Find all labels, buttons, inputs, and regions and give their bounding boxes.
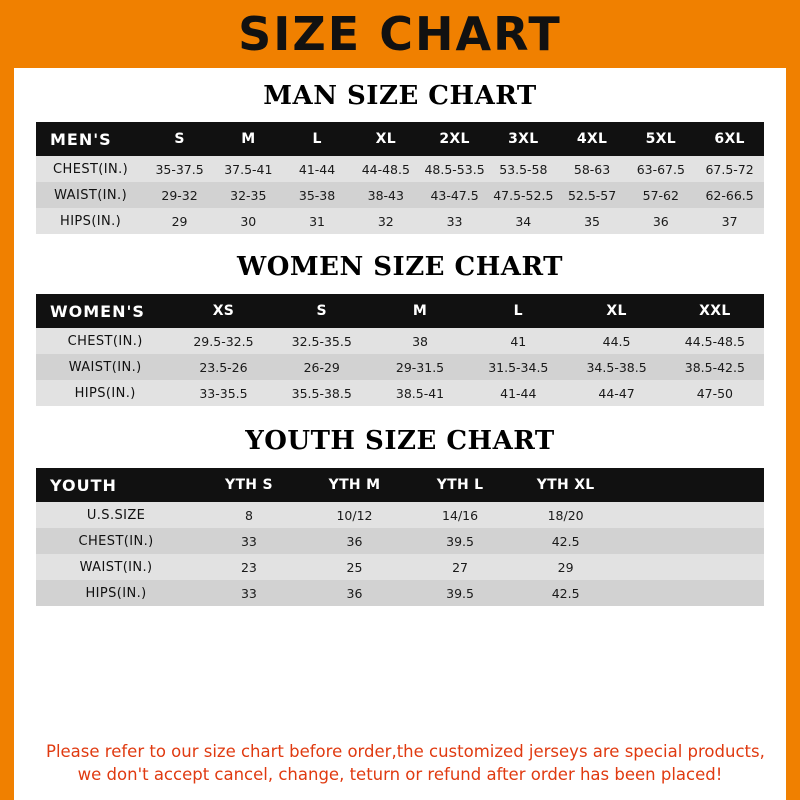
column-header: 5XL [626,122,695,156]
youth-size-table [36,468,764,606]
table-row [36,554,764,580]
women-table-body [36,328,764,406]
table-cell: 63-67.5 [636,161,685,177]
table-cell-spacer [618,502,764,528]
table-cell: 36 [346,533,363,549]
table-cell: 31 [309,213,326,229]
chart-content [14,68,786,800]
column-header: YTH L [407,468,513,502]
women-size-table [36,294,764,406]
footer-note [36,731,764,800]
table-cell: 8 [244,507,253,523]
table-cell: 29 [171,213,188,229]
table-cell: 52.5-57 [567,187,617,203]
table-cell: 29-31.5 [395,359,445,375]
youth-table-body [36,502,764,606]
table-cell: 33 [240,533,257,549]
table-cell: 42.5 [551,533,580,549]
column-header: L [283,122,352,156]
table-cell: 37 [721,213,738,229]
row-label: CHEST(IN.) [67,333,143,349]
table-cell: 39.5 [446,585,474,601]
column-header: XL [351,122,420,156]
table-cell: 33 [446,213,463,229]
section-title-man: MAN SIZE CHART [263,81,537,111]
table-cell: 31.5-34.5 [488,359,549,375]
row-label: WAIST(IN.) [54,187,128,203]
table-row [36,156,764,182]
table-cell: 44.5-48.5 [684,333,745,349]
page-title: SIZE CHART [238,7,562,61]
table-cell: 29-32 [161,187,198,203]
table-cell: 44-47 [598,385,635,401]
table-cell: 34.5-38.5 [586,359,647,375]
table-cell: 58-63 [573,161,611,177]
table-cell: 36 [346,585,363,601]
row-label: WAIST(IN.) [68,359,142,375]
table-row [36,328,764,354]
table-cell: 29.5-32.5 [193,333,254,349]
column-header: 4XL [558,122,627,156]
table-row [36,380,764,406]
table-cell: 35-37.5 [155,161,204,177]
column-header: L [469,294,567,328]
table-cell: 62-66.5 [705,187,754,203]
table-cell: 57-62 [642,187,679,203]
table-cell-spacer [618,580,764,606]
column-header: XXL [666,294,764,328]
table-cell: 47-50 [696,385,734,401]
table-cell: 18/20 [547,507,584,523]
table-cell: 67.5-72 [705,161,754,177]
table-cell: 32.5-35.5 [291,333,352,349]
table-cell: 44.5 [602,333,631,349]
men-table-head [36,122,764,156]
table-cell-spacer [618,528,764,554]
table-cell: 23 [240,559,257,575]
column-header: M [371,294,469,328]
column-header: 6XL [695,122,764,156]
men-size-table [36,122,764,234]
row-label: HIPS(IN.) [74,385,136,401]
table-header-row [36,468,764,502]
table-row [36,502,764,528]
page-banner [14,0,786,68]
table-cell: 32 [377,213,394,229]
table-cell: 14/16 [442,507,479,523]
footer-note-line-2: we don't accept cancel, change, teturn or refund after order has been placed! [77,764,723,784]
table-cell: 26-29 [303,359,340,375]
table-cell: 53.5-58 [499,161,548,177]
table-cell: 38 [412,333,428,349]
table-cell: 34 [515,213,532,229]
table-cell: 33 [240,585,257,601]
table-cell: 23.5-26 [199,359,248,375]
column-header: YTH XL [513,468,619,502]
table-cell: 25 [346,559,363,575]
table-cell: 41-44 [298,161,336,177]
table-header-row [36,294,764,328]
table-row [36,580,764,606]
column-header: XL [567,294,665,328]
table-cell: 37.5-41 [224,161,273,177]
column-header: YTH S [196,468,302,502]
column-header: XS [174,294,272,328]
column-header: 3XL [489,122,558,156]
section-title-women: WOMEN SIZE CHART [237,252,563,282]
row-label: HIPS(IN.) [60,213,122,229]
column-header: 2XL [420,122,489,156]
women-row-header-label: WOMEN'S [36,294,174,328]
row-label: WAIST(IN.) [79,559,153,575]
table-cell: 38.5-41 [395,385,445,401]
table-cell: 44-48.5 [361,161,410,177]
footer-note-line-1: Please refer to our size chart before order,the customized jerseys are special products, [46,742,765,762]
youth-table-head [36,468,764,502]
youth-row-header-label: YOUTH [36,468,196,502]
column-header: M [214,122,283,156]
men-row-header-label: MEN'S [36,122,145,156]
table-cell: 35.5-38.5 [291,385,352,401]
table-row [36,354,764,380]
table-row [36,182,764,208]
table-cell: 47.5-52.5 [493,187,554,203]
table-row [36,528,764,554]
column-header: YTH M [302,468,408,502]
section-title-youth: YOUTH SIZE CHART [245,426,555,456]
column-header: S [145,122,214,156]
table-cell: 36 [652,213,669,229]
table-cell: 42.5 [551,585,580,601]
column-header: S [273,294,371,328]
table-cell: 30 [240,213,257,229]
table-cell: 33-35.5 [199,385,248,401]
women-table-head [36,294,764,328]
table-cell: 29 [557,559,574,575]
table-cell: 41 [510,333,527,349]
table-cell: 38.5-42.5 [684,359,745,375]
table-cell: 39.5 [446,533,474,549]
men-table-body [36,156,764,234]
table-cell: 41-44 [500,385,537,401]
table-header-row [36,122,764,156]
table-cell: 35 [584,213,601,229]
row-label: HIPS(IN.) [85,585,147,601]
table-cell: 43-47.5 [430,187,479,203]
table-row [36,208,764,234]
row-label: CHEST(IN.) [78,533,154,549]
table-cell: 48.5-53.5 [424,161,485,177]
table-cell: 10/12 [336,507,373,523]
table-cell: 27 [452,559,469,575]
row-label: CHEST(IN.) [53,161,129,177]
table-cell-spacer [618,554,764,580]
row-label: U.S.SIZE [86,507,146,523]
column-header-spacer [618,468,764,502]
table-cell: 35-38 [298,187,336,203]
table-cell: 32-35 [230,187,267,203]
table-cell: 38-43 [367,187,404,203]
